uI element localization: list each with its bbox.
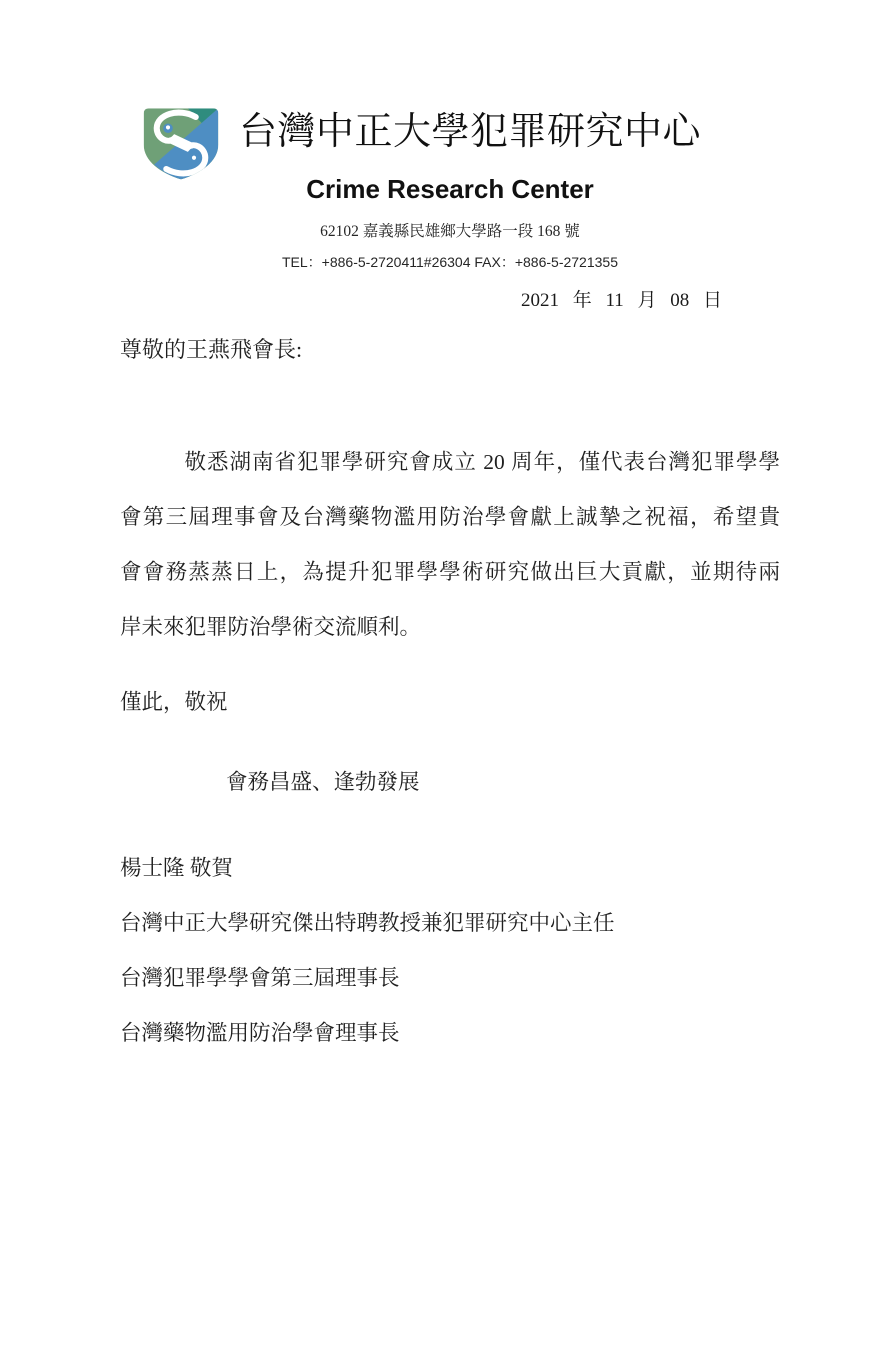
letter-page	[0, 104, 892, 1366]
signer-title-3: 台灣藥物濫用防治學會理事長	[120, 1021, 400, 1045]
logo-lower-dot	[192, 156, 196, 160]
body-line-4: 岸未來犯罪防治學術交流順利。	[120, 615, 422, 639]
letterhead-row	[137, 104, 780, 182]
letter-body	[120, 435, 780, 655]
letter-content	[120, 288, 780, 1061]
letter-closing: 僅此，敬祝	[120, 690, 228, 714]
signature-block	[120, 841, 780, 1061]
crime-research-center-logo-icon	[137, 104, 225, 182]
letter-date: 2021 年 11 月 08 日	[520, 290, 722, 311]
signer-title-1: 台灣中正大學研究傑出特聘教授兼犯罪研究中心主任	[120, 911, 615, 935]
signer-title-2: 台灣犯罪學學會第三屆理事長	[120, 966, 400, 990]
signature-name: 楊士隆 敬賀	[120, 856, 233, 880]
letter-well-wishes: 會務昌盛、逢勃發展	[226, 770, 420, 794]
org-title-en: Crime Research Center	[306, 174, 594, 204]
body-line-2: 會第三屆理事會及台灣藥物濫用防治學會獻上誠摯之祝福，希望貴	[120, 505, 780, 529]
org-address: 62102 嘉義縣民雄鄉大學路一段 168 號	[320, 223, 580, 240]
org-title-zh: 台灣中正大學犯罪研究中心	[239, 111, 702, 153]
letterhead	[120, 104, 780, 271]
letter-salutation: 尊敬的王燕飛會長:	[120, 337, 303, 362]
logo-upper-dot	[166, 125, 170, 129]
body-line-1: 敬悉湖南省犯罪學研究會成立 20 周年，僅代表台灣犯罪學學	[184, 450, 780, 474]
org-contact-phone-fax: TEL：+886-5-2720411#26304 FAX：+886-5-2721355	[282, 254, 618, 270]
body-line-3: 會會務蒸蒸日上，為提升犯罪學學術研究做出巨大貢獻，並期待兩	[120, 560, 780, 584]
